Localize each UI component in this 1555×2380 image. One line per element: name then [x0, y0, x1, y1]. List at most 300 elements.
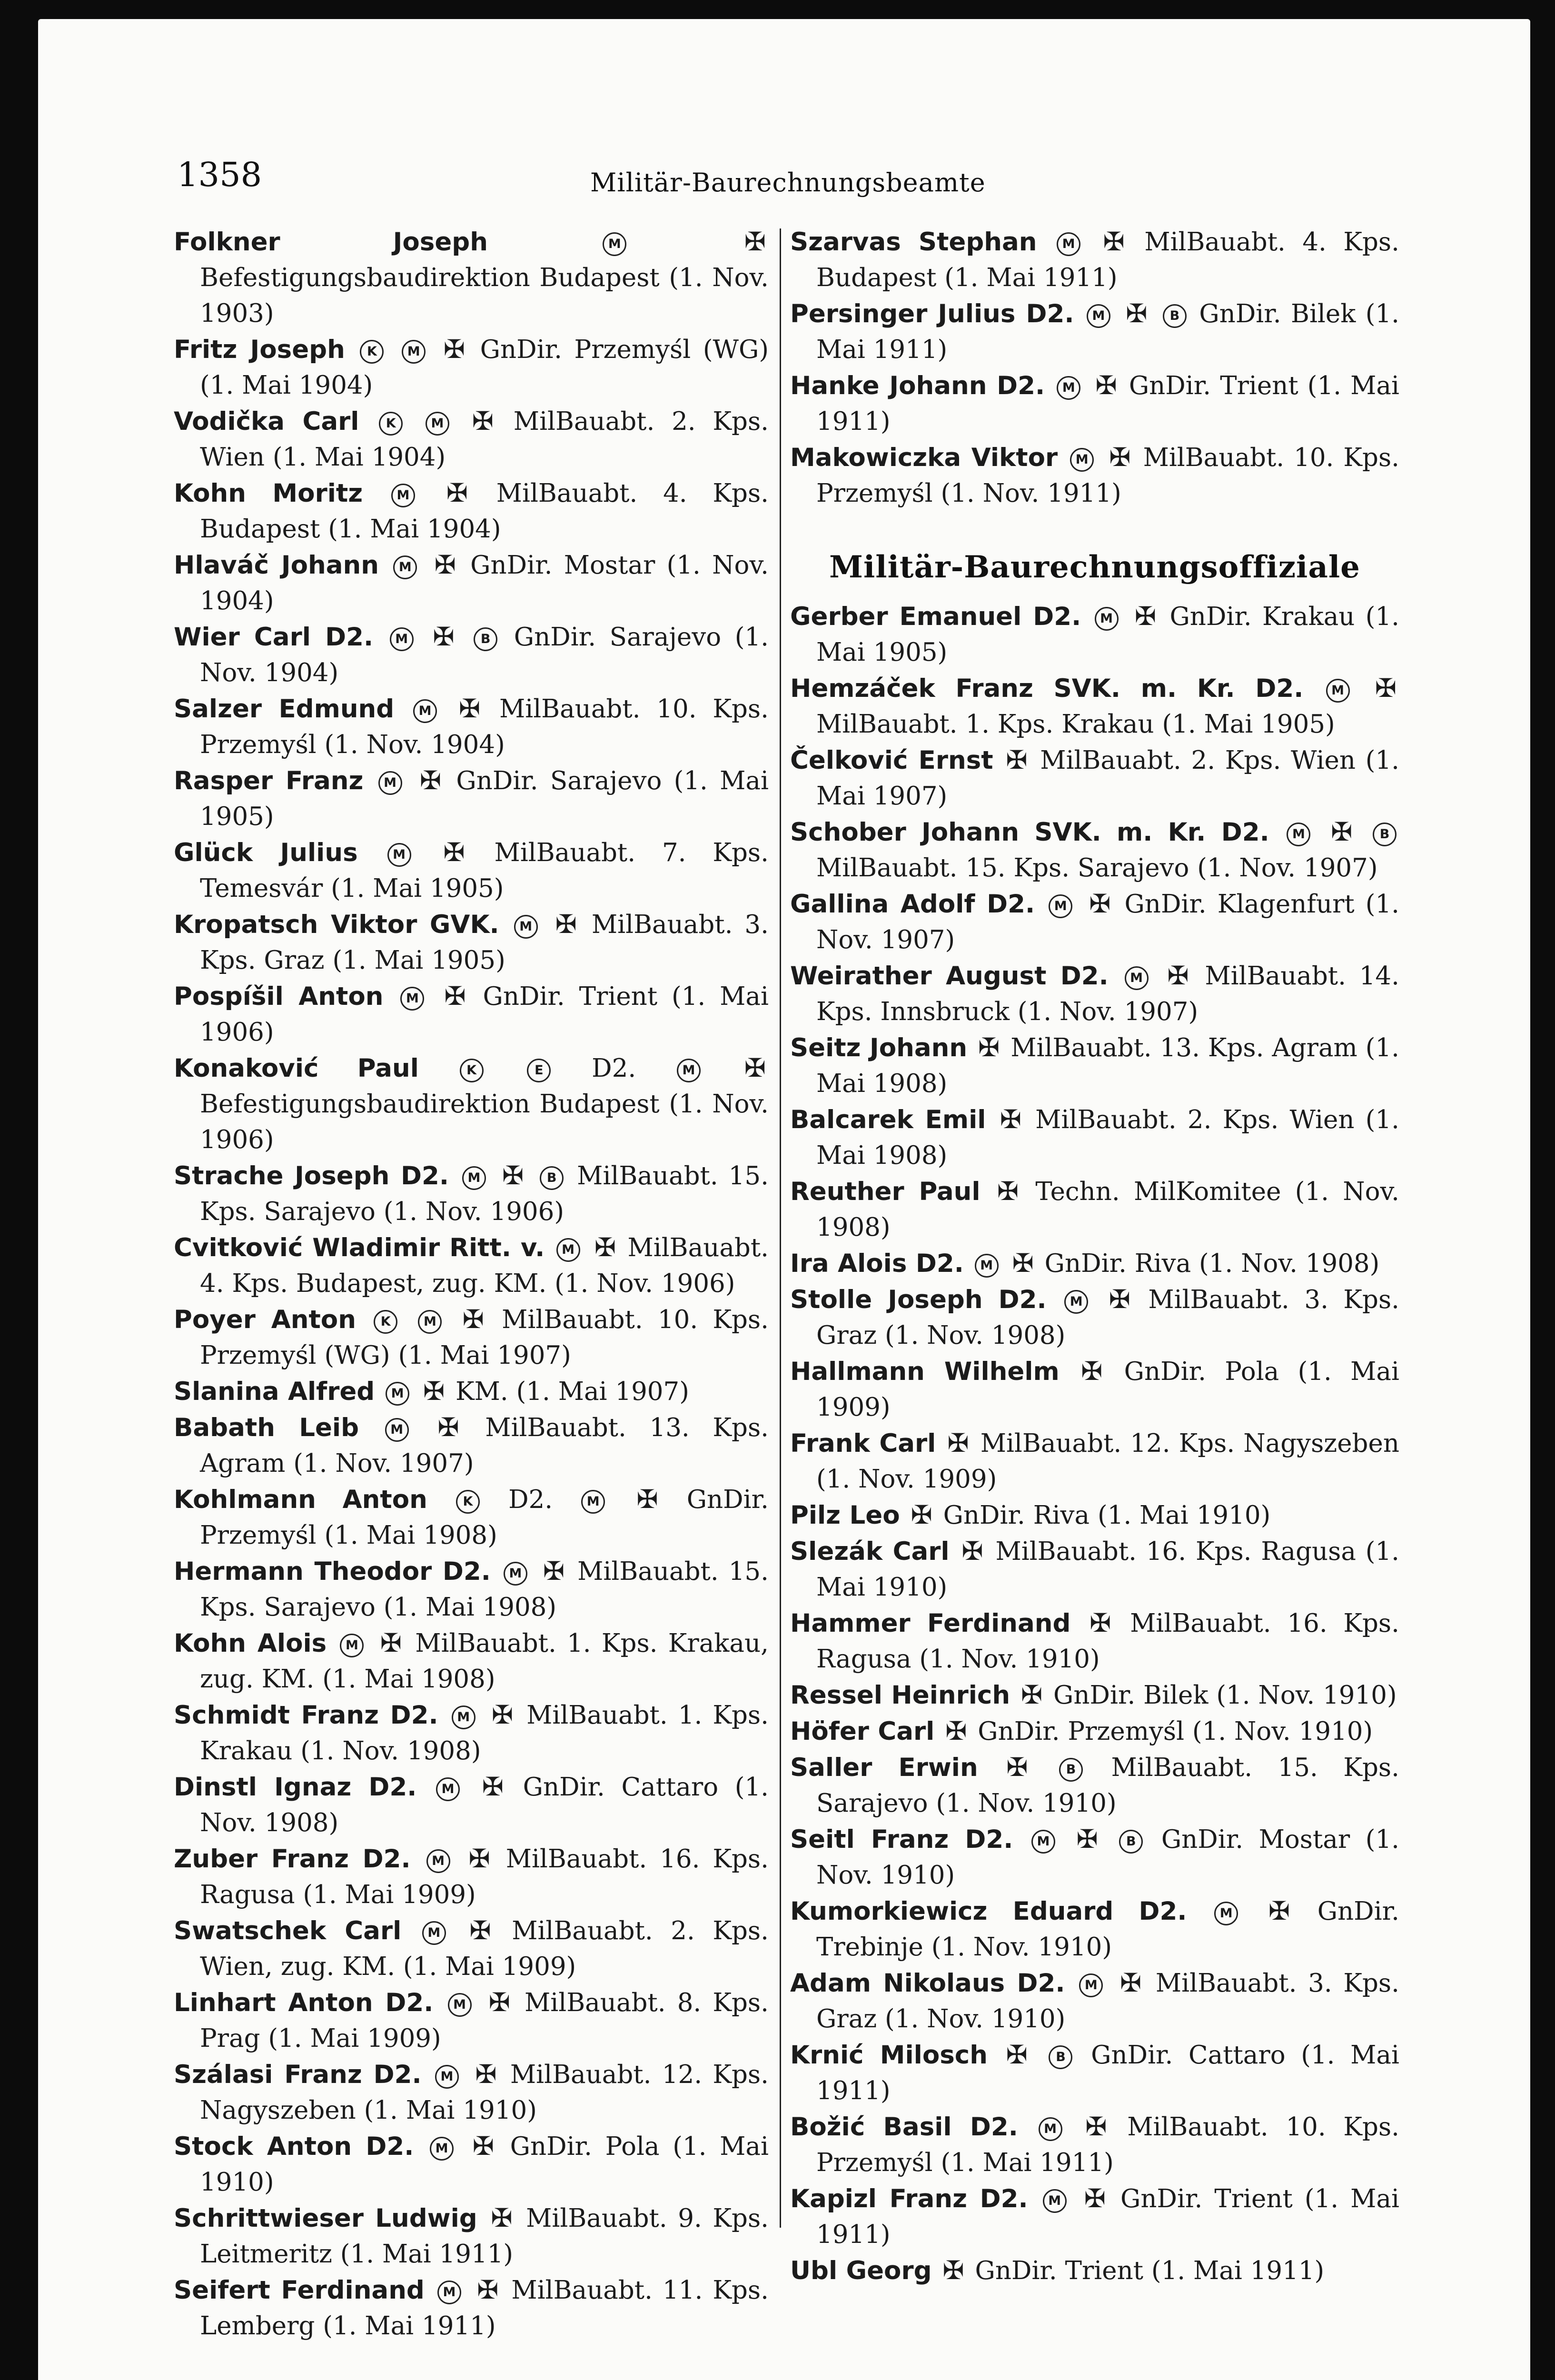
- cross-icon: ✠: [1095, 370, 1117, 400]
- entry-name: Folkner Joseph: [174, 228, 488, 257]
- order-badge-m: M: [437, 2281, 461, 2304]
- cross-icon: ✠: [1000, 1104, 1021, 1134]
- entry-name: Ubl Georg: [790, 2256, 932, 2285]
- cross-icon: ✠: [1331, 817, 1353, 847]
- entry-text: Techn. MilKomitee (1. Nov. 1908): [816, 1177, 1399, 1242]
- register-entry: [790, 958, 1399, 1030]
- entry-text: MilBauabt. 16. Kps. Ragusa (1. Mai 1910): [816, 1537, 1400, 1602]
- cross-icon: ✠: [502, 1160, 524, 1190]
- order-badge-m: M: [1043, 2189, 1067, 2213]
- entry-decoration: D2.: [508, 1485, 553, 1514]
- entry-text: MilBauabt. 8. Kps. Prag (1. Mai 1909): [200, 1988, 769, 2053]
- order-badge-m: M: [1079, 1973, 1103, 1997]
- register-entry: [790, 1245, 1399, 1281]
- entry-text: GnDir. Mostar (1. Nov. 1904): [200, 551, 769, 615]
- cross-icon: ✠: [636, 1484, 658, 1514]
- register-entry: [790, 1965, 1399, 2037]
- order-badge-b: B: [540, 1166, 564, 1190]
- cross-icon: ✠: [1081, 1356, 1103, 1386]
- register-entry: [174, 1841, 769, 1913]
- entry-text: MilBauabt. 10. Kps. Przemyśl (1. Mai 1911): [816, 2112, 1399, 2177]
- register-entry: [174, 763, 769, 834]
- register-entry: [790, 1353, 1399, 1425]
- register-entry: [790, 2109, 1399, 2181]
- cross-icon: ✠: [472, 406, 494, 436]
- entry-text: MilBauabt. 4. Kps. Budapest (1. Mai 1911): [816, 228, 1399, 292]
- cross-icon: ✠: [491, 1700, 514, 1730]
- running-title: Militär-Baurechnungsbeamte: [590, 168, 986, 198]
- cross-icon: ✠: [1089, 889, 1111, 919]
- cross-icon: ✠: [947, 1428, 969, 1458]
- entry-name: Höfer Carl: [790, 1717, 935, 1746]
- entry-name: Schrittwieser Ludwig: [174, 2204, 477, 2233]
- entry-name: Pilz Leo: [790, 1501, 900, 1530]
- register-entry: [174, 1230, 769, 1301]
- order-badge-m: M: [462, 1166, 486, 1190]
- cross-icon: ✠: [437, 1412, 459, 1442]
- cross-icon: ✠: [462, 1304, 484, 1334]
- entry-text: MilBauabt. 16. Kps. Ragusa (1. Mai 1909): [200, 1844, 769, 1909]
- order-badge-m: M: [452, 1706, 475, 1729]
- left-column: [174, 224, 769, 2340]
- right-column: [790, 224, 1400, 2285]
- cross-icon: ✠: [1006, 2040, 1028, 2070]
- register-entry: [790, 1173, 1399, 1245]
- order-badge-b: B: [1059, 1758, 1083, 1782]
- entry-text: MilBauabt. 1. Kps. Krakau, zug. KM. (1. Mai 1908): [200, 1629, 769, 1694]
- order-badge-m: M: [1070, 448, 1094, 472]
- register-entry: [790, 2252, 1399, 2289]
- order-badge-k: K: [374, 1310, 397, 1334]
- entry-text: MilBauabt. 3. Kps. Graz (1. Nov. 1908): [816, 1285, 1399, 1350]
- order-badge-m: M: [556, 1238, 580, 1262]
- cross-icon: ✠: [1012, 1248, 1034, 1278]
- entry-text: GnDir. Bilek (1. Mai 1911): [816, 299, 1399, 364]
- register-entry: [174, 978, 769, 1050]
- entry-text: GnDir. Cattaro (1. Nov. 1908): [200, 1773, 769, 1837]
- entry-text: GnDir. Bilek (1. Nov. 1910): [1053, 1681, 1397, 1710]
- entry-text: GnDir. Trient (1. Mai 1911): [975, 2256, 1325, 2285]
- entry-name: Swatschek Carl: [174, 1916, 402, 1945]
- right-column-bottom-entries: [790, 598, 1399, 2289]
- cross-icon: ✠: [555, 909, 577, 939]
- cross-icon: ✠: [1084, 2183, 1106, 2213]
- register-entry: [174, 475, 769, 547]
- cross-icon: ✠: [594, 1232, 616, 1262]
- register-entry: [790, 1605, 1399, 1677]
- order-badge-m: M: [1039, 2117, 1062, 2141]
- cross-icon: ✠: [942, 2255, 964, 2285]
- entry-text: KM. (1. Mai 1907): [456, 1377, 689, 1406]
- entry-name: Kohlmann Anton: [174, 1485, 427, 1514]
- register-entry: [174, 331, 769, 403]
- entry-name: Ira Alois D2.: [790, 1249, 964, 1278]
- register-entry: [174, 1697, 769, 1769]
- entry-text: MilBauabt. 2. Kps. Wien (1. Mai 1907): [816, 746, 1399, 811]
- entry-name: Seifert Ferdinand: [174, 2276, 425, 2305]
- entry-name: Rasper Franz: [174, 766, 364, 795]
- register-entry: [790, 1893, 1399, 1965]
- register-entry: [790, 598, 1399, 670]
- entry-text: MilBauabt. 10. Kps. Przemyśl (1. Nov. 1904): [200, 694, 769, 759]
- entry-decoration: D2.: [592, 1054, 636, 1083]
- entry-text: MilBauabt. 2. Kps. Wien (1. Mai 1904): [200, 407, 769, 472]
- order-badge-m: M: [386, 1382, 409, 1406]
- register-entry: [174, 1625, 769, 1697]
- entry-text: MilBauabt. 15. Kps. Sarajevo (1. Nov. 1906): [200, 1161, 769, 1226]
- order-badge-k: K: [360, 340, 384, 364]
- order-badge-m: M: [413, 699, 437, 723]
- register-entry: [174, 1158, 769, 1230]
- entry-text: GnDir. Sarajevo (1. Nov. 1904): [200, 623, 769, 687]
- right-column-top-entries: [790, 224, 1399, 511]
- entry-name: Slezák Carl: [790, 1537, 950, 1566]
- order-badge-m: M: [603, 232, 626, 256]
- cross-icon: ✠: [1006, 745, 1028, 775]
- entry-text: MilBauabt. 10. Kps. Przemyśl (1. Nov. 1911): [816, 443, 1400, 508]
- order-badge-m: M: [400, 987, 424, 1011]
- cross-icon: ✠: [1109, 1284, 1130, 1314]
- entry-name: Fritz Joseph: [174, 335, 345, 364]
- entry-name: Pospíšil Anton: [174, 982, 384, 1011]
- register-entry: [174, 1301, 769, 1373]
- register-entry: [174, 1769, 769, 1841]
- entry-text: MilBauabt. 4. Kps. Budapest, zug. KM. (1. Nov. 1906): [200, 1233, 769, 1298]
- register-entry: [790, 367, 1399, 439]
- entry-text: MilBauabt. 12. Kps. Nagyszeben (1. Nov. 1909): [816, 1429, 1399, 1494]
- entry-name: Saller Erwin: [790, 1753, 978, 1782]
- entry-text: MilBauabt. 9. Kps. Leitmeritz (1. Mai 1911): [200, 2204, 769, 2269]
- entry-text: GnDir. Krakau (1. Mai 1905): [816, 602, 1399, 667]
- entry-name: Makowiczka Viktor: [790, 443, 1058, 472]
- entry-text: MilBauabt. 1. Kps. Krakau (1. Nov. 1908): [200, 1701, 769, 1765]
- entry-name: Zuber Franz D2.: [174, 1844, 411, 1874]
- order-badge-b: B: [474, 627, 497, 651]
- column-divider: [780, 228, 781, 2228]
- cross-icon: ✠: [1167, 961, 1189, 991]
- cross-icon: ✠: [488, 1987, 510, 2017]
- entry-name: Schober Johann SVK. m. Kr. D2.: [790, 818, 1269, 847]
- order-badge-m: M: [426, 412, 449, 436]
- order-badge-m: M: [385, 1418, 409, 1442]
- cross-icon: ✠: [468, 1844, 490, 1874]
- register-entry: [790, 2181, 1399, 2252]
- entry-text: MilBauabt. 16. Kps. Ragusa (1. Nov. 1910): [816, 1609, 1399, 1674]
- register-entry: [790, 1101, 1399, 1173]
- order-badge-b: B: [1163, 304, 1187, 328]
- entry-name: Vodička Carl: [174, 407, 359, 436]
- register-entry: [790, 670, 1399, 742]
- cross-icon: ✠: [1020, 1680, 1043, 1710]
- entry-name: Seitz Johann: [790, 1033, 968, 1062]
- entry-text: GnDir. Trebinje (1. Nov. 1910): [816, 1897, 1399, 1962]
- order-badge-m: M: [391, 484, 415, 507]
- entry-name: Krnić Milosch: [790, 2041, 988, 2070]
- order-badge-m: M: [677, 1059, 701, 1082]
- entry-name: Szálasi Franz D2.: [174, 2060, 422, 2089]
- cross-icon: ✠: [443, 837, 465, 867]
- entry-name: Balcarek Emil: [790, 1105, 986, 1134]
- order-badge-m: M: [514, 915, 538, 939]
- entry-name: Hallmann Wilhelm: [790, 1357, 1060, 1386]
- entry-text: GnDir. Pola (1. Mai 1910): [200, 2132, 769, 2197]
- entry-text: Befestigungsbaudirektion Budapest (1. Nov. 1906): [200, 1090, 769, 1154]
- entry-text: MilBauabt. 15. Kps. Sarajevo (1. Nov. 1907): [816, 853, 1378, 883]
- entry-text: MilBauabt. 15. Kps. Sarajevo (1. Nov. 1910): [816, 1753, 1399, 1818]
- order-badge-m: M: [436, 1777, 460, 1801]
- entry-text: GnDir. Riva (1. Nov. 1908): [1044, 1249, 1380, 1278]
- register-entry: [174, 1050, 769, 1158]
- entry-name: Hanke Johann D2.: [790, 371, 1045, 400]
- entry-text: MilBauabt. 14. Kps. Innsbruck (1. Nov. 1907): [816, 962, 1399, 1026]
- order-badge-m: M: [1087, 304, 1110, 328]
- register-entry: [790, 224, 1399, 296]
- order-badge-m: M: [378, 771, 402, 795]
- cross-icon: ✠: [444, 981, 466, 1011]
- order-badge-m: M: [1287, 823, 1310, 846]
- cross-icon: ✠: [1119, 1968, 1142, 1998]
- entry-text: GnDir. Trient (1. Mai 1911): [816, 371, 1399, 436]
- order-badge-k: K: [456, 1490, 480, 1514]
- register-entry: [174, 1913, 769, 1984]
- cross-icon: ✠: [1085, 2112, 1107, 2142]
- order-badge-k: K: [460, 1059, 484, 1082]
- order-badge-b: B: [1119, 1830, 1143, 1854]
- entry-name: Gerber Emanuel D2.: [790, 602, 1081, 631]
- register-entry: [174, 691, 769, 763]
- cross-icon: ✠: [1089, 1608, 1111, 1638]
- register-entry: [174, 224, 769, 331]
- entry-text: MilBauabt. 3. Kps. Graz (1. Nov. 1910): [816, 1969, 1399, 2033]
- cross-icon: ✠: [491, 2203, 513, 2233]
- entry-name: Strache Joseph D2.: [174, 1161, 449, 1190]
- entry-text: GnDir. Cattaro (1. Mai 1911): [816, 2041, 1399, 2105]
- register-entry: [790, 886, 1399, 958]
- entry-name: Stock Anton D2.: [174, 2132, 414, 2161]
- cross-icon: ✠: [1006, 1752, 1028, 1782]
- entry-name: Szarvas Stephan: [790, 228, 1037, 257]
- register-entry: [790, 1677, 1399, 1713]
- entry-text: MilBauabt. 15. Kps. Sarajevo (1. Mai 1908): [200, 1557, 769, 1622]
- order-badge-m: M: [430, 2137, 454, 2161]
- page-number: 1358: [177, 155, 262, 194]
- register-entry: [174, 1481, 769, 1553]
- entry-name: Frank Carl: [790, 1429, 936, 1458]
- order-badge-m: M: [1057, 376, 1080, 400]
- order-badge-m: M: [1125, 966, 1149, 990]
- cross-icon: ✠: [1103, 227, 1125, 257]
- cross-icon: ✠: [1134, 601, 1157, 631]
- order-badge-m: M: [402, 340, 426, 364]
- register-entry: [174, 1409, 769, 1481]
- register-entry: [174, 403, 769, 475]
- register-entry: [790, 1497, 1399, 1533]
- cross-icon: ✠: [380, 1628, 402, 1658]
- order-badge-m: M: [393, 555, 417, 579]
- register-entry: [790, 1821, 1399, 1893]
- cross-icon: ✠: [475, 2059, 497, 2089]
- order-badge-b: B: [1049, 2045, 1072, 2069]
- entry-text: GnDir. Pola (1. Mai 1909): [816, 1357, 1399, 1422]
- cross-icon: ✠: [443, 334, 466, 364]
- cross-icon: ✠: [446, 478, 468, 508]
- register-entry: [790, 1281, 1399, 1353]
- entry-text: MilBauabt. 1. Kps. Krakau (1. Mai 1905): [816, 710, 1335, 739]
- entry-name: Božić Basil D2.: [790, 2112, 1018, 2142]
- entry-name: Seitl Franz D2.: [790, 1825, 1013, 1854]
- order-badge-m: M: [1095, 607, 1119, 631]
- cross-icon: ✠: [978, 1032, 1000, 1062]
- order-badge-m: M: [581, 1490, 605, 1514]
- cross-icon: ✠: [1268, 1896, 1290, 1926]
- register-entry: [790, 814, 1399, 886]
- entry-name: Stolle Joseph D2.: [790, 1285, 1047, 1314]
- entry-name: Dinstl Ignaz D2.: [174, 1773, 417, 1802]
- page-header: [171, 143, 1437, 200]
- register-entry: [790, 742, 1399, 814]
- order-badge-m: M: [435, 2065, 459, 2089]
- cross-icon: ✠: [911, 1500, 932, 1530]
- cross-icon: ✠: [434, 550, 456, 580]
- entry-name: Weirather August D2.: [790, 962, 1109, 991]
- entry-name: Hemzáček Franz SVK. m. Kr. D2.: [790, 674, 1304, 703]
- section-heading: Militär-Baurechnungsoffiziale: [829, 549, 1360, 585]
- cross-icon: ✠: [1126, 298, 1148, 328]
- cross-icon: ✠: [482, 1772, 504, 1802]
- entry-text: MilBauabt. 12. Kps. Nagyszeben (1. Mai 1910): [200, 2060, 769, 2125]
- order-badge-m: M: [418, 1310, 442, 1334]
- entry-text: MilBauabt. 2. Kps. Wien, zug. KM. (1. Mai 1909): [200, 1916, 769, 1981]
- order-badge-m: M: [1031, 1830, 1055, 1854]
- entry-text: MilBauabt. 3. Kps. Graz (1. Mai 1905): [200, 910, 769, 975]
- order-badge-m: M: [1214, 1902, 1238, 1925]
- order-badge-m: M: [448, 1993, 472, 2017]
- entry-text: GnDir. Przemyśl (WG) (1. Mai 1904): [200, 335, 769, 400]
- entry-text: GnDir. Przemyśl (1. Nov. 1910): [978, 1717, 1373, 1746]
- entry-name: Linhart Anton D2.: [174, 1988, 434, 2017]
- register-entry: [174, 1373, 769, 1409]
- entry-name: Čelković Ernst: [790, 746, 993, 775]
- register-entry: [790, 1533, 1399, 1605]
- cross-icon: ✠: [945, 1716, 967, 1746]
- entry-name: Salzer Edmund: [174, 694, 395, 724]
- entry-text: MilBauabt. 2. Kps. Wien (1. Mai 1908): [816, 1105, 1399, 1170]
- order-badge-e: E: [527, 1059, 551, 1082]
- entry-text: MilBauabt. 13. Kps. Agram (1. Nov. 1907): [200, 1413, 769, 1478]
- order-badge-m: M: [387, 843, 411, 867]
- entry-name: Gallina Adolf D2.: [790, 890, 1035, 919]
- entry-name: Kumorkiewicz Eduard D2.: [790, 1897, 1187, 1926]
- cross-icon: ✠: [419, 765, 442, 795]
- register-entry: [174, 2056, 769, 2128]
- order-badge-b: B: [1373, 823, 1397, 846]
- order-badge-m: M: [340, 1634, 364, 1657]
- register-entry: [174, 1553, 769, 1625]
- cross-icon: ✠: [1076, 1824, 1098, 1854]
- entry-name: Kropatsch Viktor GVK.: [174, 910, 499, 939]
- entry-name: Kapizl Franz D2.: [790, 2184, 1028, 2213]
- register-entry: [790, 2037, 1399, 2109]
- order-badge-k: K: [379, 412, 403, 436]
- entry-text: MilBauabt. 7. Kps. Temesvár (1. Mai 1905): [200, 838, 769, 903]
- order-badge-m: M: [504, 1562, 527, 1586]
- cross-icon: ✠: [472, 2131, 494, 2161]
- entry-text: GnDir. Klagenfurt (1. Nov. 1907): [816, 890, 1399, 954]
- entry-text: Befestigungsbaudirektion Budapest (1. Nov. 1903): [200, 263, 769, 328]
- entry-name: Ressel Heinrich: [790, 1681, 1010, 1710]
- entry-text: MilBauabt. 13. Kps. Agram (1. Mai 1908): [816, 1033, 1399, 1098]
- register-entry: [174, 834, 769, 906]
- register-entry: [790, 439, 1399, 511]
- entry-text: MilBauabt. 4. Kps. Budapest (1. Mai 1904): [200, 479, 769, 544]
- order-badge-m: M: [975, 1254, 999, 1278]
- register-entry: [790, 296, 1399, 367]
- cross-icon: ✠: [477, 2275, 499, 2305]
- cross-icon: ✠: [744, 227, 766, 257]
- entry-name: Cvitković Wladimir Ritt. v.: [174, 1233, 545, 1262]
- entry-name: Slanina Alfred: [174, 1377, 375, 1406]
- entry-text: MilBauabt. 10. Kps. Przemyśl (WG) (1. Mai 1907): [200, 1305, 769, 1370]
- entry-name: Hlaváč Johann: [174, 551, 379, 580]
- cross-icon: ✠: [1375, 673, 1397, 703]
- cross-icon: ✠: [744, 1053, 766, 1083]
- entry-text: GnDir. Sarajevo (1. Mai 1905): [200, 766, 769, 831]
- entry-name: Reuther Paul: [790, 1177, 981, 1206]
- register-entry: [174, 619, 769, 691]
- cross-icon: ✠: [433, 622, 455, 652]
- order-badge-m: M: [1049, 894, 1072, 918]
- order-badge-m: M: [422, 1921, 446, 1945]
- entry-text: GnDir. Przemyśl (1. Mai 1908): [200, 1485, 769, 1550]
- register-entry: [790, 1749, 1399, 1821]
- register-entry: [174, 547, 769, 619]
- order-badge-m: M: [1326, 679, 1350, 703]
- entry-name: Wier Carl D2.: [174, 623, 374, 652]
- register-entry: [790, 1713, 1399, 1749]
- entry-text: GnDir. Trient (1. Mai 1906): [200, 982, 769, 1047]
- entry-text: GnDir. Mostar (1. Nov. 1910): [816, 1825, 1400, 1890]
- register-entry: [174, 1984, 769, 2056]
- register-entry: [174, 2272, 769, 2344]
- order-badge-m: M: [426, 1849, 450, 1873]
- cross-icon: ✠: [469, 1915, 491, 1945]
- entry-text: GnDir. Trient (1. Mai 1911): [816, 2184, 1399, 2249]
- entry-text: GnDir. Riva (1. Mai 1910): [943, 1501, 1271, 1530]
- entry-name: Konaković Paul: [174, 1054, 419, 1083]
- entry-name: Glück Julius: [174, 838, 358, 867]
- entry-name: Kohn Alois: [174, 1629, 327, 1658]
- cross-icon: ✠: [997, 1176, 1019, 1206]
- entry-name: Kohn Moritz: [174, 479, 363, 508]
- entry-name: Hermann Theodor D2.: [174, 1557, 491, 1586]
- register-entry: [174, 906, 769, 978]
- order-badge-m: M: [390, 627, 414, 651]
- entry-name: Persinger Julius D2.: [790, 299, 1074, 328]
- entry-name: Adam Nikolaus D2.: [790, 1969, 1065, 1998]
- entry-text: MilBauabt. 11. Kps. Lemberg (1. Mai 1911): [200, 2276, 769, 2340]
- cross-icon: ✠: [423, 1376, 445, 1406]
- cross-icon: ✠: [543, 1556, 565, 1586]
- entry-name: Babath Leib: [174, 1413, 359, 1442]
- entry-name: Poyer Anton: [174, 1305, 356, 1334]
- entry-name: Schmidt Franz D2.: [174, 1701, 438, 1730]
- cross-icon: ✠: [961, 1536, 983, 1566]
- cross-icon: ✠: [458, 694, 481, 724]
- entry-name: Hammer Ferdinand: [790, 1609, 1071, 1638]
- order-badge-m: M: [1057, 232, 1080, 256]
- register-entry: [790, 1425, 1399, 1497]
- register-entry: [790, 1030, 1399, 1101]
